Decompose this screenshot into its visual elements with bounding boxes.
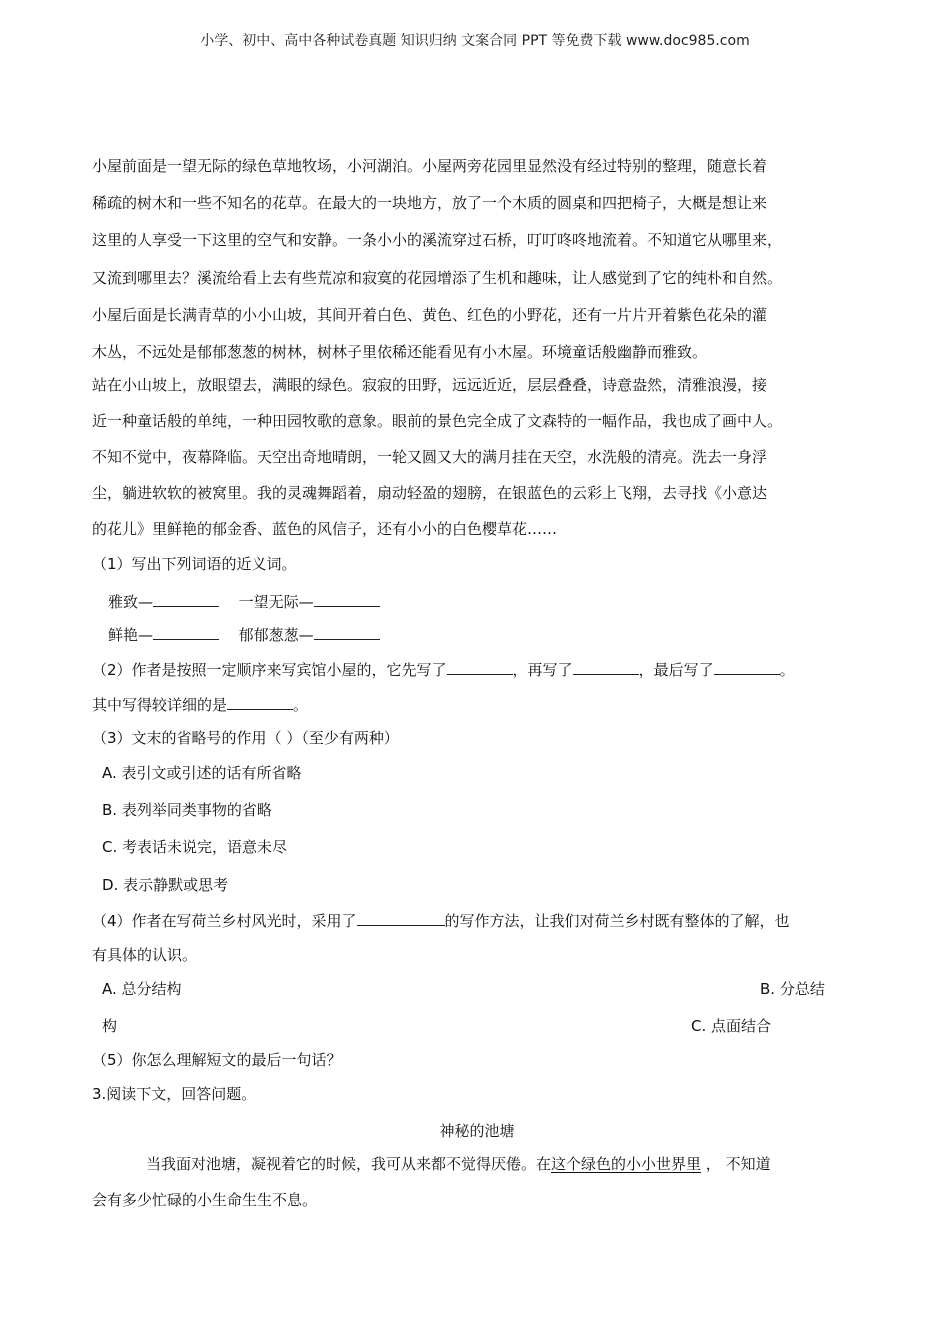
question-3-prompt: （3）文末的省略号的作用（ ）（至少有两种） [92, 729, 399, 747]
synonym-word: 郁郁葱葱— [238, 626, 314, 644]
question-1-prompt: （1）写出下列词语的近义词。 [92, 555, 297, 573]
question-2-line-1 [92, 658, 795, 680]
passage-text: ， 不知道 [701, 1155, 771, 1173]
passage-line-1 [146, 1154, 771, 1174]
option-b[interactable]: B. 表列举同类事物的省略 [102, 801, 272, 819]
answer-blank[interactable] [227, 693, 293, 710]
answer-blank[interactable] [314, 590, 380, 607]
question-text: 。 [293, 696, 309, 714]
question-4-line-2: 有具体的认识。 [92, 946, 198, 964]
paragraph-line: 小屋后面是长满青草的小小山坡，其间开着白色、黄色、红色的小野花，还有一片片开着紫色花朵的灌 [92, 306, 768, 324]
synonym-word: 雅致— [108, 593, 154, 611]
synonym-word: 鲜艳— [108, 626, 154, 644]
question-text: ，最后写了 [638, 661, 714, 679]
answer-blank[interactable] [573, 658, 639, 675]
underlined-phrase: 这个绿色的小小世界里 [551, 1155, 702, 1173]
paragraph-line: 尘，躺进软软的被窝里。我的灵魂舞蹈着，扇动轻盈的翅膀，在银蓝色的云彩上飞翔，去寻找《小意达 [92, 484, 768, 502]
option-b[interactable]: B. 分总结 [760, 980, 825, 998]
answer-blank[interactable] [447, 658, 513, 675]
passage-text: 当我面对池塘，凝视着它的时候，我可从来都不觉得厌倦。在 [146, 1155, 552, 1173]
answer-blank[interactable] [153, 623, 219, 640]
question-5-prompt: （5）你怎么理解短文的最后一句话？ [92, 1051, 342, 1069]
answer-blank[interactable] [314, 623, 380, 640]
question-text: 的写作方法，让我们对荷兰乡村既有整体的了解，也 [444, 912, 790, 930]
option-a[interactable]: A. 表引文或引述的话有所省略 [102, 764, 302, 782]
question-text: 其中写得较详细的是 [92, 696, 228, 714]
question-text: 。 [779, 661, 795, 679]
option-a[interactable]: A. 总分结构 [102, 980, 182, 998]
answer-blank[interactable] [357, 909, 445, 926]
synonym-row-2 [108, 623, 380, 645]
answer-blank[interactable] [714, 658, 780, 675]
paragraph-line: 木丛，不远处是郁郁葱葱的树林，树林子里依稀还能看见有小木屋。环境童话般幽静而雅致。 [92, 343, 708, 361]
passage-title: 神秘的池塘 [439, 1122, 515, 1140]
answer-blank[interactable] [153, 590, 219, 607]
question-4-line-1 [92, 909, 790, 931]
question-text: ，再写了 [512, 661, 573, 679]
option-c[interactable]: C. 点面结合 [691, 1017, 772, 1035]
paragraph-line: 不知不觉中，夜幕降临。天空出奇地晴朗，一轮又圆又大的满月挂在天空，水洗般的清亮。洗去一身浮 [92, 448, 768, 466]
paragraph-line: 近一种童话般的单纯，一种田园牧歌的意象。眼前的景色完全成了文森特的一幅作品，我也成了画中人。 [92, 412, 783, 430]
question-2-line-2 [92, 693, 308, 715]
paragraph-line: 的花儿》里鲜艳的郁金香、蓝色的风信子，还有小小的白色樱草花…… [92, 520, 558, 538]
paragraph-line: 这里的人享受一下这里的空气和安静。一条小小的溪流穿过石桥，叮叮咚咚地流着。不知道它从哪里来， [92, 231, 783, 249]
question-text: （4）作者在写荷兰乡村风光时，采用了 [92, 912, 357, 930]
option-d[interactable]: D. 表示静默或思考 [102, 876, 229, 894]
section-3-heading: 3.阅读下文，回答问题。 [92, 1085, 257, 1103]
option-c[interactable]: C. 考表话未说完，语意未尽 [102, 838, 288, 856]
page-header: 小学、初中、高中各种试卷真题 知识归纳 文案合同 PPT 等免费下载 www.doc985.com [200, 33, 750, 49]
option-b-continued: 构 [102, 1017, 118, 1035]
passage-line-2: 会有多少忙碌的小生命生生不息。 [92, 1191, 318, 1209]
synonym-word: 一望无际— [238, 593, 314, 611]
paragraph-line: 稀疏的树木和一些不知名的花草。在最大的一块地方，放了一个木质的圆桌和四把椅子，大概是想让来 [92, 194, 768, 212]
paragraph-line: 站在小山坡上，放眼望去，满眼的绿色。寂寂的田野，远远近近，层层叠叠，诗意盎然，清雅浪漫，接 [92, 376, 768, 394]
paragraph-line: 小屋前面是一望无际的绿色草地牧场，小河湖泊。小屋两旁花园里显然没有经过特别的整理，随意长着 [92, 157, 768, 175]
paragraph-line: 又流到哪里去？溪流给看上去有些荒凉和寂寞的花园增添了生机和趣味，让人感觉到了它的纯朴和自然。 [92, 269, 783, 287]
synonym-row-1 [108, 590, 380, 612]
question-text: （2）作者是按照一定顺序来写宾馆小屋的，它先写了 [92, 661, 447, 679]
